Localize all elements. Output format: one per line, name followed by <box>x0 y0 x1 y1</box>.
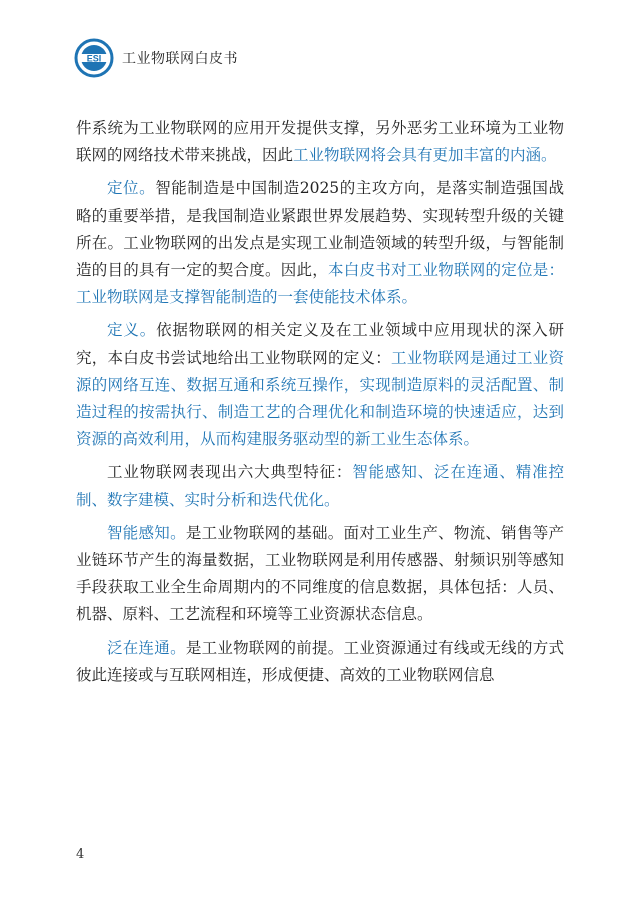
highlighted-text: 智能感知、泛在连通、精准控制、数字建模、实时分析和迭代优化。 <box>76 463 564 509</box>
svg-text:ESI: ESI <box>86 53 102 64</box>
paragraph <box>76 459 564 513</box>
body-text-run: 是工业物联网的前提。工业资源通过有线或无线的方式彼此连接或与互联网相连，形成便捷、高效的工业物联网信息 <box>76 638 564 684</box>
highlighted-text: 工业物联网是通过工业资源的网络互连、数据互通和系统互操作，实现制造原料的灵活配置、制造过程的按需执行、制造工艺的合理优化和制造环境的快速适应，达到资源的高效利用，从而构建服务驱动型的新工业生态体系。 <box>76 348 564 449</box>
paragraph <box>76 115 564 169</box>
header-title: 工业物联网白皮书 <box>122 51 238 67</box>
paragraph <box>76 317 564 453</box>
paragraph <box>76 520 564 629</box>
highlighted-text: 工业物联网将会具有更加丰富的内涵。 <box>293 146 557 165</box>
body-text-run: 工业物联网表现出六大典型特征： <box>107 463 353 482</box>
highlighted-text: 本白皮书对工业物联网的定位是：工业物联网是支撑智能制造的一套使能技术体系。 <box>76 261 564 307</box>
highlighted-text: 定义。 <box>107 321 157 340</box>
body-text-run: 是工业物联网的基础。面对工业生产、物流、销售等产业链环节产生的海量数据，工业物联网是利用传感器、射频识别等感知手段获取工业全生命周期内的不同维度的信息数据，具体包括：人员、机器、原料、工艺流程和环境等工业资源状态信息。 <box>76 523 564 624</box>
page-header <box>74 38 238 78</box>
document-body <box>76 115 564 695</box>
paragraph <box>76 635 564 689</box>
body-text-run: 智能制造是中国制造2025的主攻方向，是落实制造强国战略的重要举措，是我国制造业紧跟世界发展趋势、实现转型升级的关键所在。工业物联网的出发点是实现工业制造领域的转型升级，与智能制造的目的具有一定的契合度。因此， <box>76 179 564 280</box>
paragraph <box>76 175 564 311</box>
page-number: 4 <box>76 847 85 862</box>
body-text-run: 依据物联网的相关定义及在工业领域中应用现状的深入研究，本白皮书尝试地给出工业物联网的定义： <box>76 321 564 367</box>
highlighted-text: 定位。 <box>107 179 156 198</box>
esi-logo-icon <box>74 38 114 78</box>
body-text-run: 件系统为工业物联网的应用开发提供支撑，另外恶劣工业环境为工业物联网的网络技术带来挑战，因此 <box>76 119 564 165</box>
highlighted-text: 泛在连通。 <box>107 638 186 657</box>
highlighted-text: 智能感知。 <box>107 523 186 542</box>
